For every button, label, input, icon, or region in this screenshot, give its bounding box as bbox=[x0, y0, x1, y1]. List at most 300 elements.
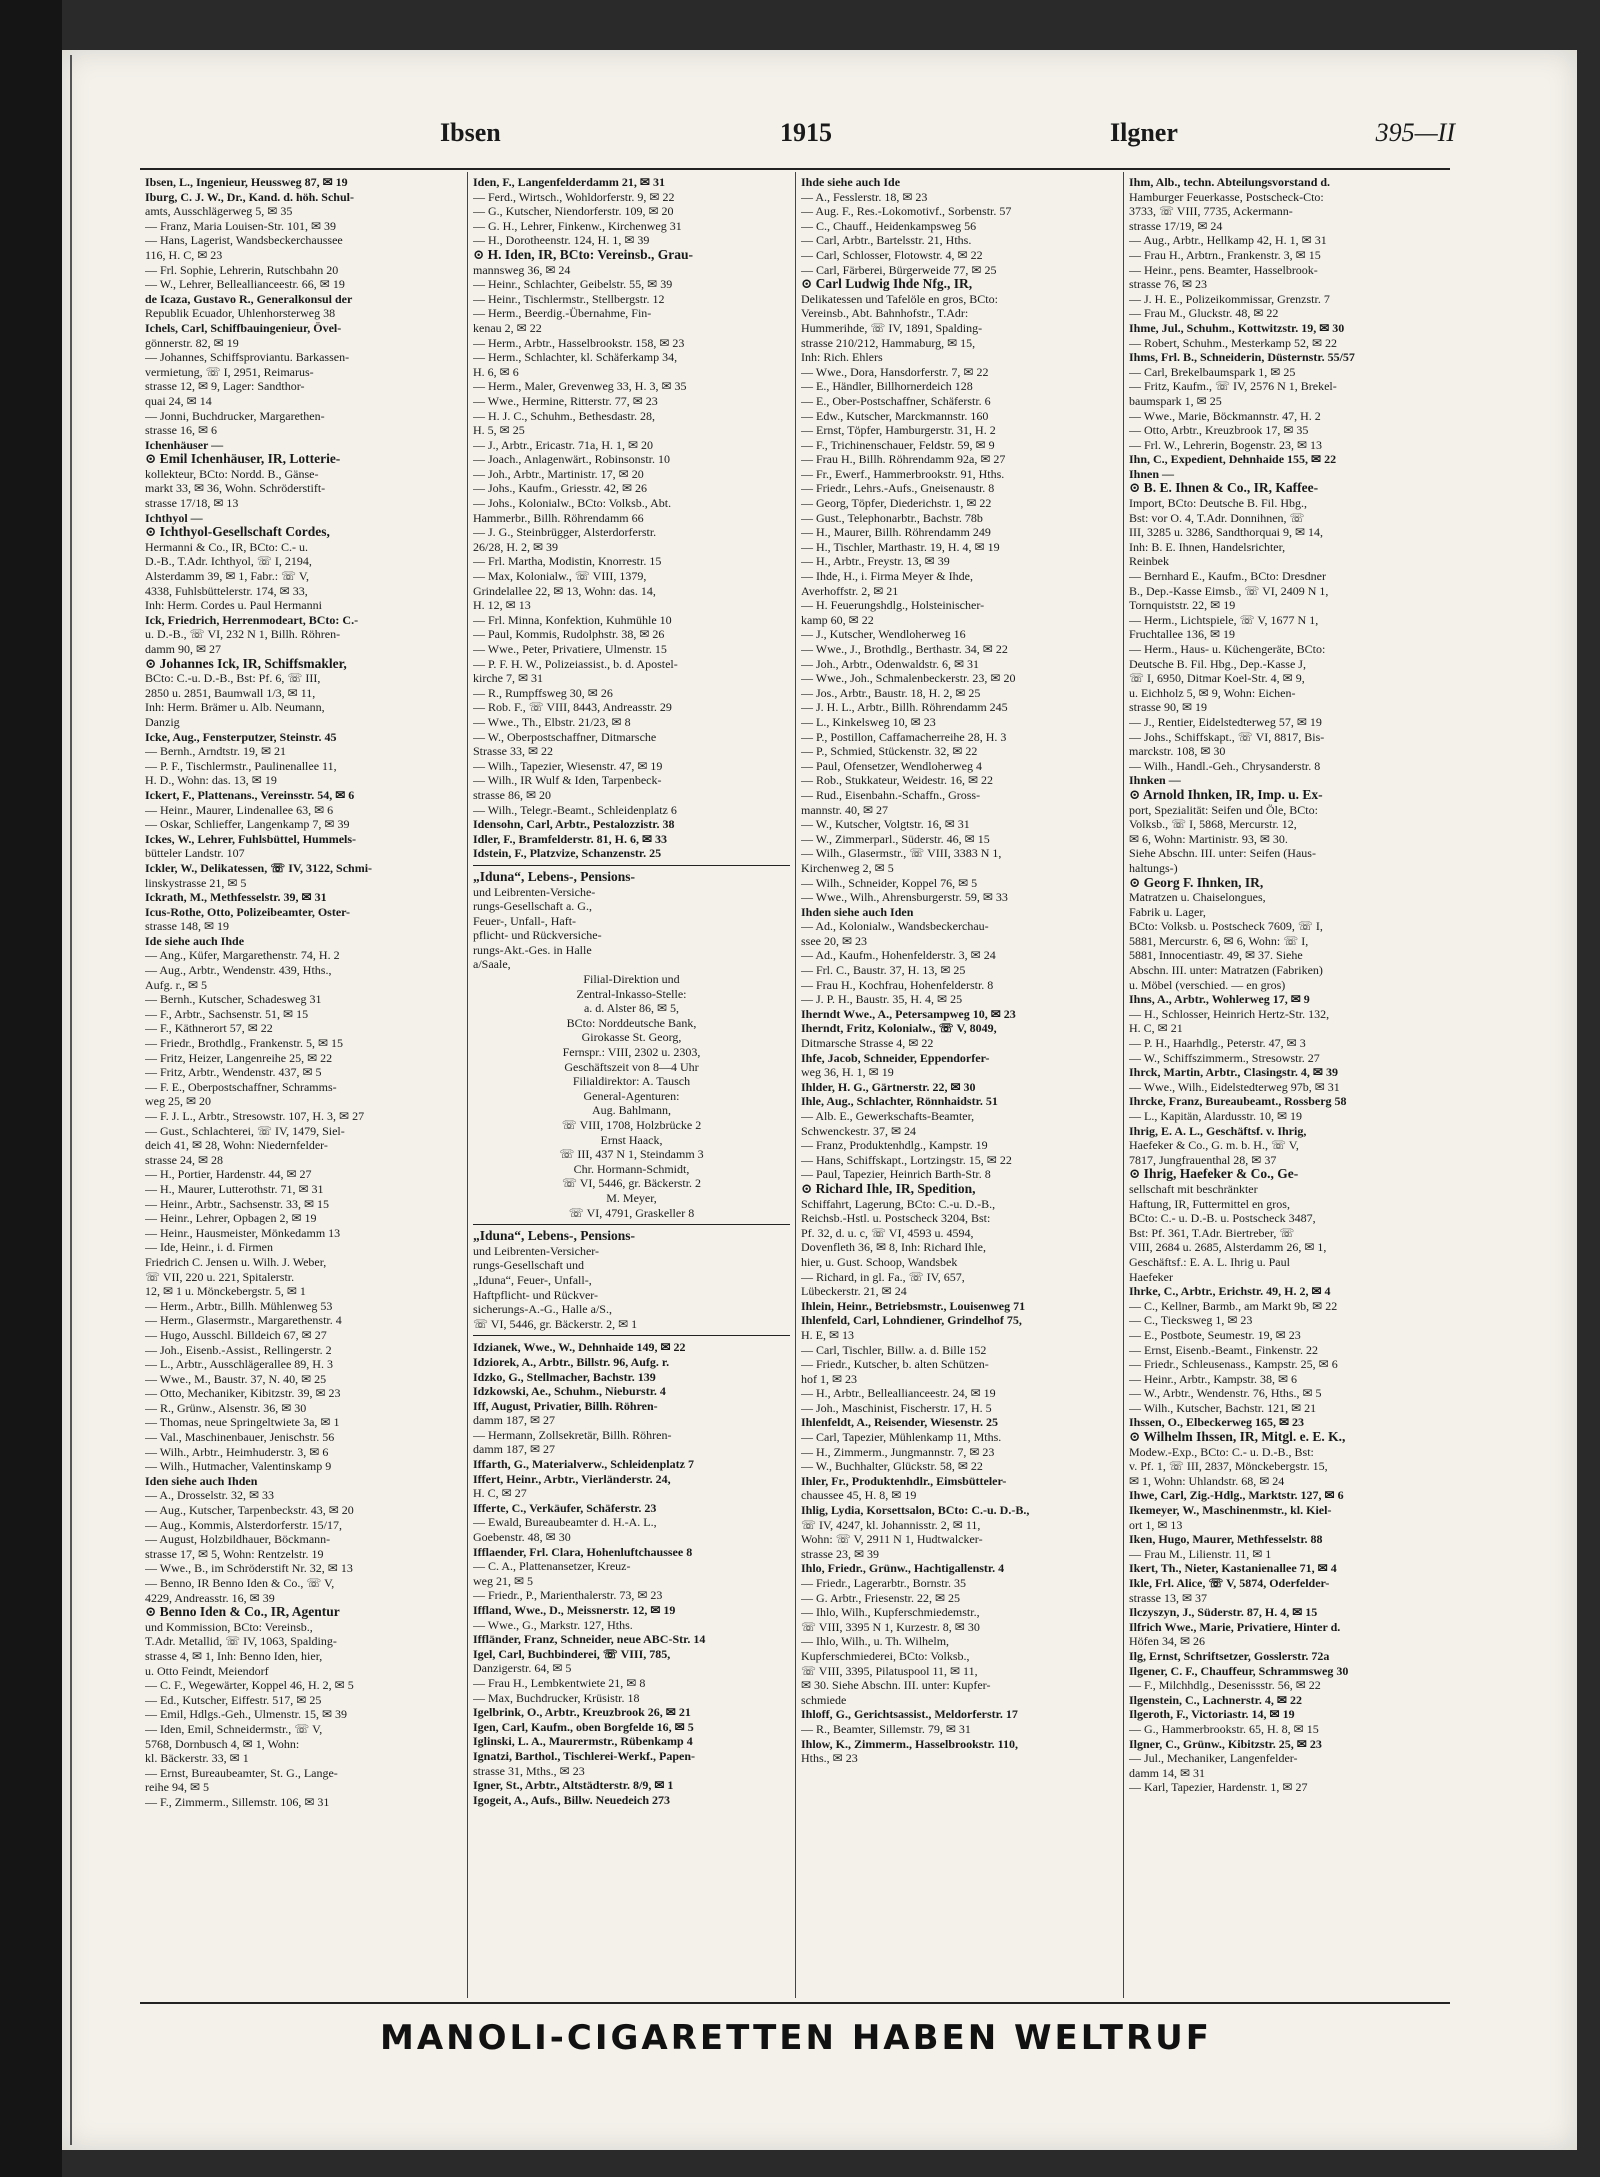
directory-line: Ihssen, O., Elbeckerweg 165, ✉ 23 bbox=[1129, 1415, 1305, 1430]
directory-line: ☏ VI, 5446, gr. Bäckerstr. 2, ✉ 1 bbox=[473, 1316, 638, 1331]
directory-line: Iden siehe auch Ihden bbox=[145, 1473, 258, 1488]
directory-line: Ihlenfeldt, A., Reisender, Wiesenstr. 25 bbox=[801, 1415, 999, 1430]
directory-line: Iglinski, L. A., Maurermstr., Rübenkamp 4 bbox=[473, 1734, 693, 1749]
directory-line: — Heinr., pens. Beamter, Hasselbrook- bbox=[1129, 262, 1318, 277]
directory-line: Danzig bbox=[145, 714, 180, 729]
directory-line: — Max, Buchdrucker, Krüsistr. 18 bbox=[473, 1690, 640, 1705]
directory-line: — W., Zimmerparl., Süderstr. 46, ✉ 15 bbox=[801, 831, 990, 846]
directory-line: — Gust., Schlachterei, ☏ IV, 1479, Siel- bbox=[145, 1123, 345, 1138]
directory-line: reihe 94, ✉ 5 bbox=[145, 1780, 210, 1795]
directory-line: damm 90, ✉ 27 bbox=[145, 642, 222, 656]
directory-line: — Heinr., Arbtr., Sachsenstr. 33, ✉ 15 bbox=[145, 1196, 330, 1211]
directory-line: Iken, Hugo, Maurer, Methfesselstr. 88 bbox=[1129, 1532, 1323, 1547]
directory-line: — Friedr., Lehrs.-Aufs., Gneisenaustr. 8 bbox=[801, 481, 995, 496]
directory-line: — Otto, Arbtr., Kreuzbrook 17, ✉ 35 bbox=[1129, 423, 1309, 438]
directory-line: ☏ VI, 4791, Graskeller 8 bbox=[568, 1205, 695, 1220]
directory-line: Igogeit, A., Aufs., Billw. Neuedeich 273 bbox=[473, 1792, 671, 1807]
directory-line: — Frl. Sophie, Lehrerin, Rutschbahn 20 bbox=[145, 262, 339, 277]
directory-line: — R., Rumpffsweg 30, ✉ 26 bbox=[473, 685, 613, 700]
directory-line: strasse 17/19, ✉ 24 bbox=[1129, 218, 1223, 233]
directory-line: — H., Tischler, Marthastr. 19, H. 4, ✉ 19 bbox=[801, 539, 1000, 554]
directory-line: Abschn. III. unter: Matratzen (Fabriken) bbox=[1129, 963, 1323, 978]
directory-line: Ihlenfeld, Carl, Lohndiener, Grindelhof 75, bbox=[801, 1313, 1022, 1328]
directory-line: Iff, August, Privatier, Billh. Röhren- bbox=[473, 1398, 658, 1413]
directory-line: Ilfrich Wwe., Marie, Privatiere, Hinter d. bbox=[1129, 1619, 1341, 1634]
directory-line: Volksb., ☏ I, 5868, Mercurstr. 12, bbox=[1129, 817, 1297, 832]
directory-line: Ilgner, C., Grünw., Kibitzstr. 25, ✉ 23 bbox=[1129, 1736, 1322, 1751]
directory-line: — W., Kutscher, Volgtstr. 16, ✉ 31 bbox=[801, 817, 970, 832]
directory-line: H. C, ✉ 21 bbox=[1129, 1021, 1183, 1036]
directory-line: — Wwe., B., im Schröderstift Nr. 32, ✉ 13 bbox=[145, 1561, 353, 1576]
directory-line: Ihler, Fr., Produktenhdlr., Eimsbütteler- bbox=[801, 1473, 1007, 1488]
directory-line: VIII, 2684 u. 2685, Alsterdamm 26, ✉ 1, bbox=[1129, 1240, 1327, 1255]
directory-line: ☏ VII, 220 u. 221, Spitalerstr. bbox=[145, 1269, 295, 1284]
directory-line: u. Otto Feindt, Meiendorf bbox=[145, 1663, 269, 1678]
directory-line: ⊙ Emil Ichenhäuser, IR, Lotterie- bbox=[145, 452, 341, 467]
directory-line: mannsweg 36, ✉ 24 bbox=[473, 262, 571, 277]
directory-line: Ilczyszyn, J., Süderstr. 87, H. 4, ✉ 15 bbox=[1129, 1605, 1318, 1620]
directory-line: Ihn, C., Expedient, Dehnhaide 155, ✉ 22 bbox=[1129, 452, 1337, 467]
directory-line: ⊙ Ichthyol-Gesellschaft Cordes, bbox=[145, 525, 330, 540]
directory-line: ☏ VIII, 3395, Pilatuspool 11, ✉ 11, bbox=[801, 1663, 978, 1678]
directory-line: — Wilh., Glasermstr., ☏ VIII, 3383 N 1, bbox=[801, 846, 1002, 861]
directory-line: Fabrik u. Lager, bbox=[1129, 904, 1206, 919]
directory-line: — Johs., Kolonialw., BCto: Volksb., Abt. bbox=[473, 496, 672, 511]
directory-line: ☏ VIII, 1708, Holzbrücke 2 bbox=[561, 1118, 702, 1132]
directory-line: — J., Rentier, Eidelstedterweg 57, ✉ 19 bbox=[1129, 714, 1322, 729]
directory-line: a/Saale, bbox=[473, 957, 511, 972]
directory-line: — J. G., Steinbrügger, Alsterdorferstr. bbox=[473, 525, 657, 540]
directory-line: — Heinr., Maurer, Lindenallee 63, ✉ 6 bbox=[145, 802, 334, 817]
directory-line: Delikatessen und Tafelöle en gros, BCto: bbox=[801, 291, 998, 306]
directory-line: — Bernh., Arndtstr. 19, ✉ 21 bbox=[145, 744, 287, 759]
directory-line: Haftpflicht- und Rückver- bbox=[473, 1287, 599, 1302]
directory-line: Bst: Pf. 361, T.Adr. Biertreber, ☏ bbox=[1129, 1225, 1295, 1240]
directory-line: Kirchenweg 2, ✉ 5 bbox=[801, 860, 894, 875]
directory-line: Ichthyol — bbox=[145, 510, 203, 525]
directory-line: Siehe Abschn. III. unter: Seifen (Haus- bbox=[1129, 846, 1316, 861]
directory-line: ⊙ B. E. Ihnen & Co., IR, Kaffee- bbox=[1129, 481, 1319, 496]
directory-line: — Fritz, Kaufm., ☏ IV, 2576 N 1, Brekel- bbox=[1129, 379, 1337, 394]
directory-line: General-Agenturen: bbox=[583, 1088, 680, 1103]
directory-line: — H., Zimmerm., Jungmannstr. 7, ✉ 23 bbox=[801, 1444, 995, 1459]
directory-line: Grindelallee 22, ✉ 13, Wohn: das. 14, bbox=[473, 583, 656, 598]
directory-line: — F., Milchhdlg., Desenissstr. 56, ✉ 22 bbox=[1129, 1678, 1321, 1693]
directory-line: — Rob. F., ☏ VIII, 8443, Andreasstr. 29 bbox=[473, 700, 672, 715]
directory-line: Ihns, A., Arbtr., Wohlerweg 17, ✉ 9 bbox=[1129, 992, 1310, 1007]
directory-line: Wohn: ☏ V, 2911 N 1, Hudtwalcker- bbox=[801, 1532, 983, 1547]
directory-line: — H., Arbtr., Freystr. 13, ✉ 39 bbox=[801, 554, 950, 569]
directory-line: Friedrich C. Jensen u. Wilh. J. Weber, bbox=[145, 1254, 327, 1269]
column-3 bbox=[796, 172, 1124, 1998]
directory-line: Idzko, G., Stellmacher, Bachstr. 139 bbox=[473, 1369, 656, 1384]
directory-line: — P. H., Haarhdlg., Peterstr. 47, ✉ 3 bbox=[1129, 1036, 1306, 1051]
directory-line: u. Möbel (verschied. — en gros) bbox=[1129, 977, 1286, 992]
directory-line: — Ihlo, Wilh., Kupferschmiedemstr., bbox=[801, 1605, 980, 1620]
directory-line: Ickrath, M., Methfesselstr. 39, ✉ 31 bbox=[145, 890, 327, 905]
directory-line: bütteler Landstr. 107 bbox=[145, 846, 245, 861]
directory-line: — Wilh., Kutscher, Bachstr. 121, ✉ 21 bbox=[1129, 1400, 1317, 1415]
directory-line: — Oskar, Schlieffer, Langenkamp 7, ✉ 39 bbox=[145, 817, 350, 832]
directory-line: Reichsb.-Hstl. u. Postscheck 3204, Bst: bbox=[801, 1211, 991, 1226]
directory-line: — Frl. C., Baustr. 37, H. 13, ✉ 25 bbox=[801, 963, 966, 978]
directory-line: T.Adr. Metallid, ☏ IV, 1063, Spalding- bbox=[145, 1634, 337, 1649]
directory-line: BCto: Volksb. u. Postscheck 7609, ☏ I, bbox=[1129, 919, 1323, 934]
directory-line: — Ad., Kolonialw., Wandsbeckerchau- bbox=[801, 919, 989, 934]
directory-line: — Robert, Schuhm., Mesterkamp 52, ✉ 22 bbox=[1129, 335, 1338, 350]
directory-line: — Wwe., M., Baustr. 37, N. 40, ✉ 25 bbox=[145, 1371, 327, 1386]
directory-line: — Heinr., Hausmeister, Mönkedamm 13 bbox=[145, 1225, 341, 1240]
directory-line: Idstein, F., Platzvize, Schanzenstr. 25 bbox=[473, 846, 662, 861]
header-year: 1915 bbox=[780, 118, 832, 147]
directory-line: — Wilh., Hutmacher, Valentinskamp 9 bbox=[145, 1459, 332, 1474]
directory-line: Alsterdamm 39, ✉ 1, Fabr.: ☏ V, bbox=[145, 569, 309, 584]
directory-line: Ihme, Jul., Schuhm., Kottwitzstr. 19, ✉ 30 bbox=[1129, 320, 1345, 335]
directory-line: Fruchtallee 136, ✉ 19 bbox=[1129, 627, 1236, 642]
directory-line: Iffarth, G., Materialverw., Schleidenplatz 7 bbox=[473, 1457, 694, 1472]
directory-line: ⊙ Benno Iden & Co., IR, Agentur bbox=[145, 1605, 340, 1620]
directory-line: — W., Lehrer, Belleallianceestr. 66, ✉ 19 bbox=[145, 277, 345, 292]
directory-line: — J. H. L., Arbtr., Billh. Röhrendamm 245 bbox=[801, 700, 1008, 715]
directory-line: „Iduna“, Feuer-, Unfall-, bbox=[473, 1272, 592, 1287]
directory-line: ⊙ Wilhelm Ihssen, IR, Mitgl. e. E. K., bbox=[1129, 1430, 1346, 1445]
directory-line: — Hugo, Ausschl. Billdeich 67, ✉ 27 bbox=[145, 1327, 327, 1342]
directory-line: — Herm., Maler, Grevenweg 33, H. 3, ✉ 35 bbox=[473, 379, 687, 394]
directory-line: — F., Arbtr., Sachsenstr. 51, ✉ 15 bbox=[145, 1006, 309, 1021]
directory-line: Ditmarsche Strasse 4, ✉ 22 bbox=[801, 1036, 934, 1051]
directory-line: H. C, ✉ 27 bbox=[473, 1486, 527, 1501]
directory-line: Ickert, F., Plattenans., Vereinsstr. 54, ✉ 6 bbox=[145, 787, 355, 802]
directory-line: Inh: B. E. Ihnen, Handelsrichter, bbox=[1129, 539, 1286, 554]
directory-line: Iherndt, Fritz, Kolonialw., ☏ V, 8049, bbox=[801, 1021, 997, 1036]
directory-line: — H., Schlosser, Heinrich Hertz-Str. 132, bbox=[1129, 1006, 1330, 1021]
directory-line: Iffländer, Franz, Schneider, neue ABC-Str. 14 bbox=[473, 1632, 706, 1647]
directory-line: — E., Postbote, Seumestr. 19, ✉ 23 bbox=[1129, 1327, 1301, 1342]
directory-line: — P. F., Tischlermstr., Paulinenallee 11, bbox=[145, 758, 337, 773]
directory-line: haltungs-) bbox=[1129, 860, 1178, 875]
directory-line: — Frau H., Billh. Röhrendamm 92a, ✉ 27 bbox=[801, 452, 1006, 467]
directory-line: deich 41, ✉ 28, Wohn: Niedernfelder- bbox=[145, 1138, 328, 1153]
directory-line: — Frau H., Arbtrn., Frankenstr. 3, ✉ 15 bbox=[1129, 247, 1321, 262]
directory-line: 4229, Andreasstr. 16, ✉ 39 bbox=[145, 1590, 275, 1605]
directory-line: — C., Chauff., Heidenkampsweg 56 bbox=[801, 218, 977, 233]
directory-line: — P., Postillon, Caffamacherreihe 28, H. 3 bbox=[801, 729, 1007, 744]
directory-line: — Ang., Küfer, Margarethenstr. 74, H. 2 bbox=[145, 948, 340, 963]
directory-line: mannstr. 40, ✉ 27 bbox=[801, 802, 889, 817]
directory-line: schmiede bbox=[801, 1692, 847, 1707]
directory-line: Filial-Direktion und bbox=[583, 972, 680, 987]
directory-line: Vereinsb., Abt. Bahnhofstr., T.Adr: bbox=[801, 306, 969, 321]
directory-line: BCto: C.- u. D.-B. u. Postscheck 3487, bbox=[1129, 1211, 1316, 1226]
directory-line: und Kommission, BCto: Vereinsb., bbox=[145, 1619, 313, 1634]
column-1 bbox=[140, 172, 468, 1998]
directory-line: — G., Kutscher, Niendorferstr. 109, ✉ 20 bbox=[473, 204, 674, 219]
directory-line: Zentral-Inkasso-Stelle: bbox=[576, 986, 687, 1001]
directory-line: Icke, Aug., Fensterputzer, Steinstr. 45 bbox=[145, 729, 337, 744]
directory-line: Strasse 33, ✉ 22 bbox=[473, 744, 554, 759]
directory-line: — Wilh., Arbtr., Heimhuderstr. 3, ✉ 6 bbox=[145, 1444, 329, 1459]
directory-line: — Bernh., Kutscher, Schadesweg 31 bbox=[145, 992, 322, 1007]
directory-line: — Wwe., Joh., Schmalenbeckerstr. 23, ✉ 20 bbox=[801, 671, 1016, 686]
directory-line: Ihm, Alb., techn. Abteilungsvorstand d. bbox=[1129, 175, 1331, 189]
directory-line: rungs-Akt.-Ges. in Halle bbox=[473, 942, 592, 957]
directory-line: — Joh., Maschinist, Fischerstr. 17, H. 5 bbox=[801, 1400, 992, 1415]
directory-line: — Herm., Arbtr., Hasselbrookstr. 158, ✉ 23 bbox=[473, 335, 685, 350]
directory-line: ⊙ Richard Ihle, IR, Spedition, bbox=[801, 1181, 976, 1196]
directory-line: — J. H. E., Polizeikommissar, Grenzstr. 7 bbox=[1129, 291, 1330, 306]
directory-line: strasse 90, ✉ 19 bbox=[1129, 700, 1208, 715]
directory-line: ✉ 6, Wohn: Martinistr. 93, ✉ 30. bbox=[1129, 831, 1288, 846]
directory-line: — Frau H., Kochfrau, Hohenfelderstr. 8 bbox=[801, 977, 994, 992]
directory-line: kenau 2, ✉ 22 bbox=[473, 320, 542, 335]
directory-line: Aufg. r., ✉ 5 bbox=[145, 977, 208, 992]
directory-line: — Wwe., Marie, Böckmannstr. 47, H. 2 bbox=[1129, 408, 1321, 423]
directory-line: Import, BCto: Deutsche B. Fil. Hbg., bbox=[1129, 496, 1307, 511]
directory-line: strasse 17/18, ✉ 13 bbox=[145, 496, 239, 511]
directory-line: — H., Portier, Hardenstr. 44, ✉ 27 bbox=[145, 1167, 312, 1182]
directory-line: — Frl. Martha, Modistin, Knorrestr. 15 bbox=[473, 554, 662, 569]
page-header bbox=[120, 118, 1455, 154]
directory-line: strasse 23, ✉ 39 bbox=[801, 1546, 880, 1561]
directory-line: Ihlder, H. G., Gärtnerstr. 22, ✉ 30 bbox=[801, 1079, 976, 1094]
directory-line: H. 6, ✉ 6 bbox=[473, 364, 519, 379]
directory-line: weg 21, ✉ 5 bbox=[473, 1573, 534, 1588]
directory-line: Lübeckerstr. 21, ✉ 24 bbox=[801, 1284, 907, 1299]
directory-line: ☏ IV, 4247, kl. Johannisstr. 2, ✉ 11, bbox=[801, 1517, 981, 1532]
directory-line: Ikemeyer, W., Maschinenmstr., kl. Kiel- bbox=[1129, 1503, 1332, 1518]
directory-line: — Frau M., Lilienstr. 11, ✉ 1 bbox=[1129, 1546, 1272, 1561]
directory-line: damm 14, ✉ 31 bbox=[1129, 1765, 1206, 1780]
directory-line: — Paul, Tapezier, Heinrich Barth-Str. 8 bbox=[801, 1167, 991, 1182]
directory-line: — Wwe., Hermine, Ritterstr. 77, ✉ 23 bbox=[473, 393, 658, 408]
directory-line: — Aug., Kommis, Alsterdorferstr. 15/17, bbox=[145, 1517, 342, 1532]
directory-line: — Ewald, Bureaubeamter d. H.-A. L., bbox=[473, 1515, 657, 1530]
directory-line: strasse 17, ✉ 5, Wohn: Rentzelstr. 19 bbox=[145, 1546, 324, 1561]
directory-line: Icus-Rothe, Otto, Polizeibeamter, Oster- bbox=[145, 904, 351, 919]
directory-line: — Herm., Glasermstr., Margarethenstr. 4 bbox=[145, 1313, 342, 1328]
directory-line: — Aug. F., Res.-Lokomotivf., Sorbenstr. 57 bbox=[801, 204, 1012, 219]
directory-line: — R., Grünw., Alsenstr. 36, ✉ 30 bbox=[145, 1400, 307, 1415]
directory-line: — P. F. H. W., Polizeiassist., b. d. Apostel- bbox=[473, 656, 678, 671]
directory-line: — H., Arbtr., Belleallianceestr. 24, ✉ 19 bbox=[801, 1386, 996, 1401]
directory-line: gönnerstr. 82, ✉ 19 bbox=[145, 335, 239, 350]
directory-line: — Ernst, Eisenb.-Beamt., Finkenstr. 22 bbox=[1129, 1342, 1318, 1357]
directory-line: Ifferte, C., Verkäufer, Schäferstr. 23 bbox=[473, 1500, 657, 1515]
directory-line: — Benno, IR Benno Iden & Co., ☏ V, bbox=[145, 1576, 335, 1590]
directory-line: — W., Buchhalter, Glückstr. 58, ✉ 22 bbox=[801, 1459, 983, 1474]
directory-line: Iffland, Wwe., D., Meissnerstr. 12, ✉ 19 bbox=[473, 1603, 676, 1617]
directory-line: ☏ VI, 5446, gr. Bäckerstr. 2 bbox=[561, 1176, 702, 1191]
directory-line: Ickler, W., Delikatessen, ☏ IV, 3122, Schmi- bbox=[145, 860, 373, 875]
directory-line: — Jos., Arbtr., Baustr. 18, H. 2, ✉ 25 bbox=[801, 685, 981, 700]
directory-line: — Wilh., Telegr.-Beamt., Schleidenplatz 6 bbox=[473, 802, 677, 817]
directory-line: — C., Tiecksweg 1, ✉ 23 bbox=[1129, 1313, 1253, 1328]
directory-line: — Frau M., Gluckstr. 48, ✉ 22 bbox=[1129, 306, 1279, 321]
directory-line: Ibsen, L., Ingenieur, Heussweg 87, ✉ 19 bbox=[145, 175, 348, 189]
directory-line: „Iduna“, Lebens-, Pensions- bbox=[473, 869, 636, 884]
directory-line: — Johs., Kaufm., Griesstr. 42, ✉ 26 bbox=[473, 481, 648, 496]
directory-line: — Aug., Arbtr., Wendenstr. 439, Hths., bbox=[145, 963, 332, 978]
directory-line: — F., Trichinenschauer, Feldstr. 59, ✉ 9 bbox=[801, 437, 995, 452]
directory-line: — Johannes, Schiffsproviantu. Barkassen- bbox=[145, 350, 350, 365]
directory-line: — A., Drosselstr. 32, ✉ 33 bbox=[145, 1488, 275, 1503]
directory-line: — Herm., Arbtr., Billh. Mühlenweg 53 bbox=[145, 1298, 333, 1313]
header-rule bbox=[140, 168, 1450, 170]
ad-divider bbox=[473, 865, 790, 866]
directory-line: Ihrke, C., Arbtr., Erichstr. 49, H. 2, ✉ 4 bbox=[1129, 1284, 1331, 1299]
directory-line: — Ide, Heinr., i. d. Firmen bbox=[145, 1240, 273, 1255]
directory-line: markt 33, ✉ 36, Wohn. Schröderstift- bbox=[145, 481, 326, 496]
directory-line: — Max, Kolonialw., ☏ VIII, 1379, bbox=[473, 569, 647, 584]
directory-line: Geschäftsf.: E. A. L. Ihrig u. Paul bbox=[1129, 1254, 1290, 1269]
header-left-word: Ibsen bbox=[440, 118, 501, 147]
directory-line: Ilgeroth, F., Victoriastr. 14, ✉ 19 bbox=[1129, 1707, 1295, 1722]
directory-line: — Wilh., IR Wulf & Iden, Tarpenbeck- bbox=[473, 773, 662, 788]
directory-line: ssee 20, ✉ 23 bbox=[801, 933, 868, 948]
directory-line: — Rud., Eisenbahn.-Schaffn., Gross- bbox=[801, 787, 981, 802]
directory-line: D.-B., T.Adr. Ichthyol, ☏ I, 2194, bbox=[145, 554, 312, 569]
directory-line: chaussee 45, H. 8, ✉ 19 bbox=[801, 1488, 917, 1503]
directory-line: — G., Hammerbrookstr. 65, H. 8, ✉ 15 bbox=[1129, 1721, 1319, 1736]
directory-line: — C. F., Wegewärter, Koppel 46, H. 2, ✉ 5 bbox=[145, 1678, 354, 1693]
directory-line: ort 1, ✉ 13 bbox=[1129, 1517, 1183, 1532]
ad-divider bbox=[473, 1335, 790, 1336]
directory-line: Haftung, IR, Futtermittel en gros, bbox=[1129, 1196, 1290, 1211]
directory-line: Goebenstr. 48, ✉ 30 bbox=[473, 1530, 571, 1545]
directory-line: H. 5, ✉ 25 bbox=[473, 423, 525, 438]
directory-line: und Leibrenten-Versiche- bbox=[473, 884, 596, 899]
directory-line: Ihlig, Lydia, Korsettsalon, BCto: C.-u. D.-B., bbox=[801, 1503, 1030, 1518]
directory-line: damm 187, ✉ 27 bbox=[473, 1442, 556, 1457]
directory-line: Tornquiststr. 22, ✉ 19 bbox=[1129, 598, 1236, 613]
directory-line: de Icaza, Gustavo R., Generalkonsul der bbox=[145, 291, 353, 306]
directory-line: — Thomas, neue Springeltwiete 3a, ✉ 1 bbox=[145, 1415, 340, 1430]
directory-line: — F. J. L., Arbtr., Stresowstr. 107, H. 3, ✉ 27 bbox=[145, 1109, 365, 1123]
directory-line: 2850 u. 2851, Baumwall 1/3, ✉ 11, bbox=[145, 685, 316, 700]
directory-line: — Heinr., Arbtr., Kampstr. 38, ✉ 6 bbox=[1129, 1371, 1298, 1386]
directory-line: strasse 4, ✉ 1, Inh: Benno Iden, hier, bbox=[145, 1648, 323, 1663]
page-number: 395—II bbox=[1375, 118, 1455, 147]
directory-line: Ihms, Frl. B., Schneiderin, Düsternstr. 55/57 bbox=[1129, 350, 1355, 365]
directory-line: Schwenckestr. 37, ✉ 24 bbox=[801, 1123, 917, 1138]
directory-line: Ihnen — bbox=[1129, 466, 1175, 481]
directory-line: — Rob., Stukkateur, Weidestr. 16, ✉ 22 bbox=[801, 773, 994, 788]
directory-line: — Wwe., Peter, Privatiere, Ulmenstr. 15 bbox=[473, 642, 667, 656]
directory-line: 26/28, H. 2, ✉ 39 bbox=[473, 539, 559, 554]
directory-line: 7817, Jungfrauenthal 28, ✉ 37 bbox=[1129, 1152, 1277, 1167]
directory-line: rungs-Gesellschaft a. G., bbox=[473, 899, 592, 914]
directory-line: 4338, Fuhlsbüttelerstr. 174, ✉ 33, bbox=[145, 583, 308, 598]
directory-line: — Herm., Schlachter, kl. Schäferkamp 34, bbox=[473, 350, 678, 365]
directory-line: rungs-Gesellschaft und bbox=[473, 1258, 584, 1273]
directory-line: — L., Kinkelsweg 10, ✉ 23 bbox=[801, 714, 936, 729]
column-4 bbox=[1124, 172, 1452, 1998]
directory-line: — C. A., Plattenansetzer, Kreuz- bbox=[473, 1559, 631, 1574]
directory-line: Ihnken — bbox=[1129, 773, 1181, 788]
directory-line: Ilg, Ernst, Schriftsetzer, Gosslerstr. 72a bbox=[1129, 1648, 1330, 1663]
directory-line: Hths., ✉ 23 bbox=[801, 1751, 858, 1766]
directory-line: — Hans, Lagerist, Wandsbeckerchaussee bbox=[145, 233, 343, 248]
directory-line: Kupferschmiederei, BCto: Volksb., bbox=[801, 1648, 970, 1663]
directory-line: 5881, Innocentiastr. 49, ✉ 37. Siehe bbox=[1129, 948, 1303, 963]
directory-line: Haefeker & Co., G. m. b. H., ☏ V, bbox=[1129, 1138, 1299, 1153]
directory-line: — F. E., Oberpostschaffner, Schramms- bbox=[145, 1079, 337, 1094]
directory-line: — Friedr., Schleusenass., Kampstr. 25, ✉ 6 bbox=[1129, 1357, 1338, 1372]
directory-line: „Iduna“, Lebens-, Pensions- bbox=[473, 1229, 636, 1244]
directory-line: — Jul., Mechaniker, Langenfelder- bbox=[1129, 1751, 1298, 1766]
directory-line: Averhoffstr. 2, ✉ 21 bbox=[801, 583, 899, 598]
directory-line: H. E, ✉ 13 bbox=[801, 1327, 855, 1342]
directory-line: ⊙ Ihrig, Haefeker & Co., Ge- bbox=[1129, 1167, 1299, 1182]
directory-line: — Wwe., Wilh., Eidelstedterweg 97b, ✉ 31 bbox=[1129, 1079, 1340, 1094]
directory-line: ✉ 30. Siehe Abschn. III. unter: Kupfer- bbox=[801, 1678, 991, 1693]
directory-line: — Friedr., Kutscher, b. alten Schützen- bbox=[801, 1357, 989, 1372]
header-right-word: Ilgner bbox=[1110, 118, 1178, 147]
directory-line: Inh: Herm. Cordes u. Paul Hermanni bbox=[145, 598, 322, 613]
directory-line: strasse 12, ✉ 9, Lager: Sandthor- bbox=[145, 379, 305, 394]
directory-line: — R., Beamter, Sillemstr. 79, ✉ 31 bbox=[801, 1721, 971, 1736]
directory-line: — J. P. H., Baustr. 35, H. 4, ✉ 25 bbox=[801, 992, 963, 1007]
directory-line: — H., Maurer, Billh. Röhrendamm 249 bbox=[801, 525, 991, 540]
directory-line: — Carl, Färberei, Bürgerweide 77, ✉ 25 bbox=[801, 262, 997, 277]
directory-line: ⊙ Carl Ludwig Ihde Nfg., IR, bbox=[801, 277, 973, 292]
directory-line: — Heinr., Lehrer, Opbagen 2, ✉ 19 bbox=[145, 1211, 317, 1226]
directory-line: a. d. Alster 86, ✉ 5, bbox=[583, 1001, 680, 1016]
directory-line: — E., Ober-Postschaffner, Schäferstr. 6 bbox=[801, 393, 991, 408]
directory-line: strasse 13, ✉ 37 bbox=[1129, 1590, 1208, 1605]
directory-line: strasse 31, Mths., ✉ 23 bbox=[473, 1763, 585, 1778]
directory-line: — E., Händler, Billhornerdeich 128 bbox=[801, 379, 973, 394]
directory-line: sellschaft mit beschränkter bbox=[1129, 1181, 1258, 1196]
directory-line: M. Meyer, bbox=[606, 1190, 657, 1205]
directory-line: — Iden, Emil, Schneidermstr., ☏ V, bbox=[145, 1721, 323, 1736]
directory-line: — Friedr., P., Marienthalerstr. 73, ✉ 23 bbox=[473, 1588, 663, 1603]
directory-line: Hermanni & Co., IR, BCto: C.- u. bbox=[145, 539, 308, 554]
directory-line: III, 3285 u. 3286, Sandthorquai 9, ✉ 14, bbox=[1129, 525, 1324, 540]
directory-line: — Frl. W., Lehrerin, Bogenstr. 23, ✉ 13 bbox=[1129, 437, 1323, 452]
directory-line: Ick, Friedrich, Herrenmodeart, BCto: C.- bbox=[145, 612, 359, 627]
directory-line: — Wwe., G., Markstr. 127, Hths. bbox=[473, 1617, 633, 1632]
directory-line: strasse 16, ✉ 6 bbox=[145, 423, 218, 438]
directory-line: Igelbrink, O., Arbtr., Kreuzbrook 26, ✉ 21 bbox=[473, 1705, 691, 1720]
directory-line: 5881, Mercurstr. 6, ✉ 6, Wohn: ☏ I, bbox=[1129, 933, 1309, 948]
directory-line: — Karl, Tapezier, Hardenstr. 1, ✉ 27 bbox=[1129, 1780, 1308, 1795]
directory-columns bbox=[140, 172, 1452, 1998]
directory-line: — Jonni, Buchdrucker, Margarethen- bbox=[145, 408, 325, 423]
column-2 bbox=[468, 172, 796, 1998]
directory-line: Ickes, W., Lehrer, Fuhlsbüttel, Hummels- bbox=[145, 831, 357, 846]
directory-line: B., Dep.-Kasse Eimsb., ☏ VI, 2409 N 1, bbox=[1129, 583, 1329, 598]
directory-line: — J., Kutscher, Wendloherweg 16 bbox=[801, 627, 966, 642]
directory-line: — J., Arbtr., Ericastr. 71a, H. 1, ✉ 20 bbox=[473, 437, 654, 452]
directory-line: — Carl, Tischler, Billw. a. d. Bille 152 bbox=[801, 1342, 987, 1357]
directory-line: — Joh., Eisenb.-Assist., Rellingerstr. 2 bbox=[145, 1342, 332, 1357]
directory-line: — August, Holzbildhauer, Böckmann- bbox=[145, 1532, 331, 1547]
directory-line: — Fritz, Heizer, Langenreihe 25, ✉ 22 bbox=[145, 1050, 333, 1065]
directory-line: Ichenhäuser — bbox=[145, 437, 224, 452]
directory-line: hier, u. Gust. Schoop, Wandsbek bbox=[801, 1254, 958, 1269]
directory-line: Inh: Herm. Brämer u. Alb. Neumann, bbox=[145, 700, 325, 715]
directory-line: — Bernhard E., Kaufm., BCto: Dresdner bbox=[1129, 569, 1326, 584]
directory-line: — Joach., Anlagenwärt., Robinsonstr. 10 bbox=[473, 452, 670, 467]
advertisement-footer: MANOLI-CIGARETTEN HABEN WELTRUF bbox=[379, 2018, 1213, 2058]
directory-line: kamp 60, ✉ 22 bbox=[801, 612, 874, 627]
directory-line: H. 12, ✉ 13 bbox=[473, 598, 531, 613]
directory-line: Idensohn, Carl, Arbtr., Pestalozzistr. 38 bbox=[473, 817, 675, 832]
directory-line: — Herm., Haus- u. Küchengeräte, BCto: bbox=[1129, 642, 1326, 656]
directory-line: — P., Schmied, Stückenstr. 32, ✉ 22 bbox=[801, 744, 978, 759]
directory-line: ⊙ H. Iden, IR, BCto: Vereinsb., Grau- bbox=[473, 247, 693, 262]
